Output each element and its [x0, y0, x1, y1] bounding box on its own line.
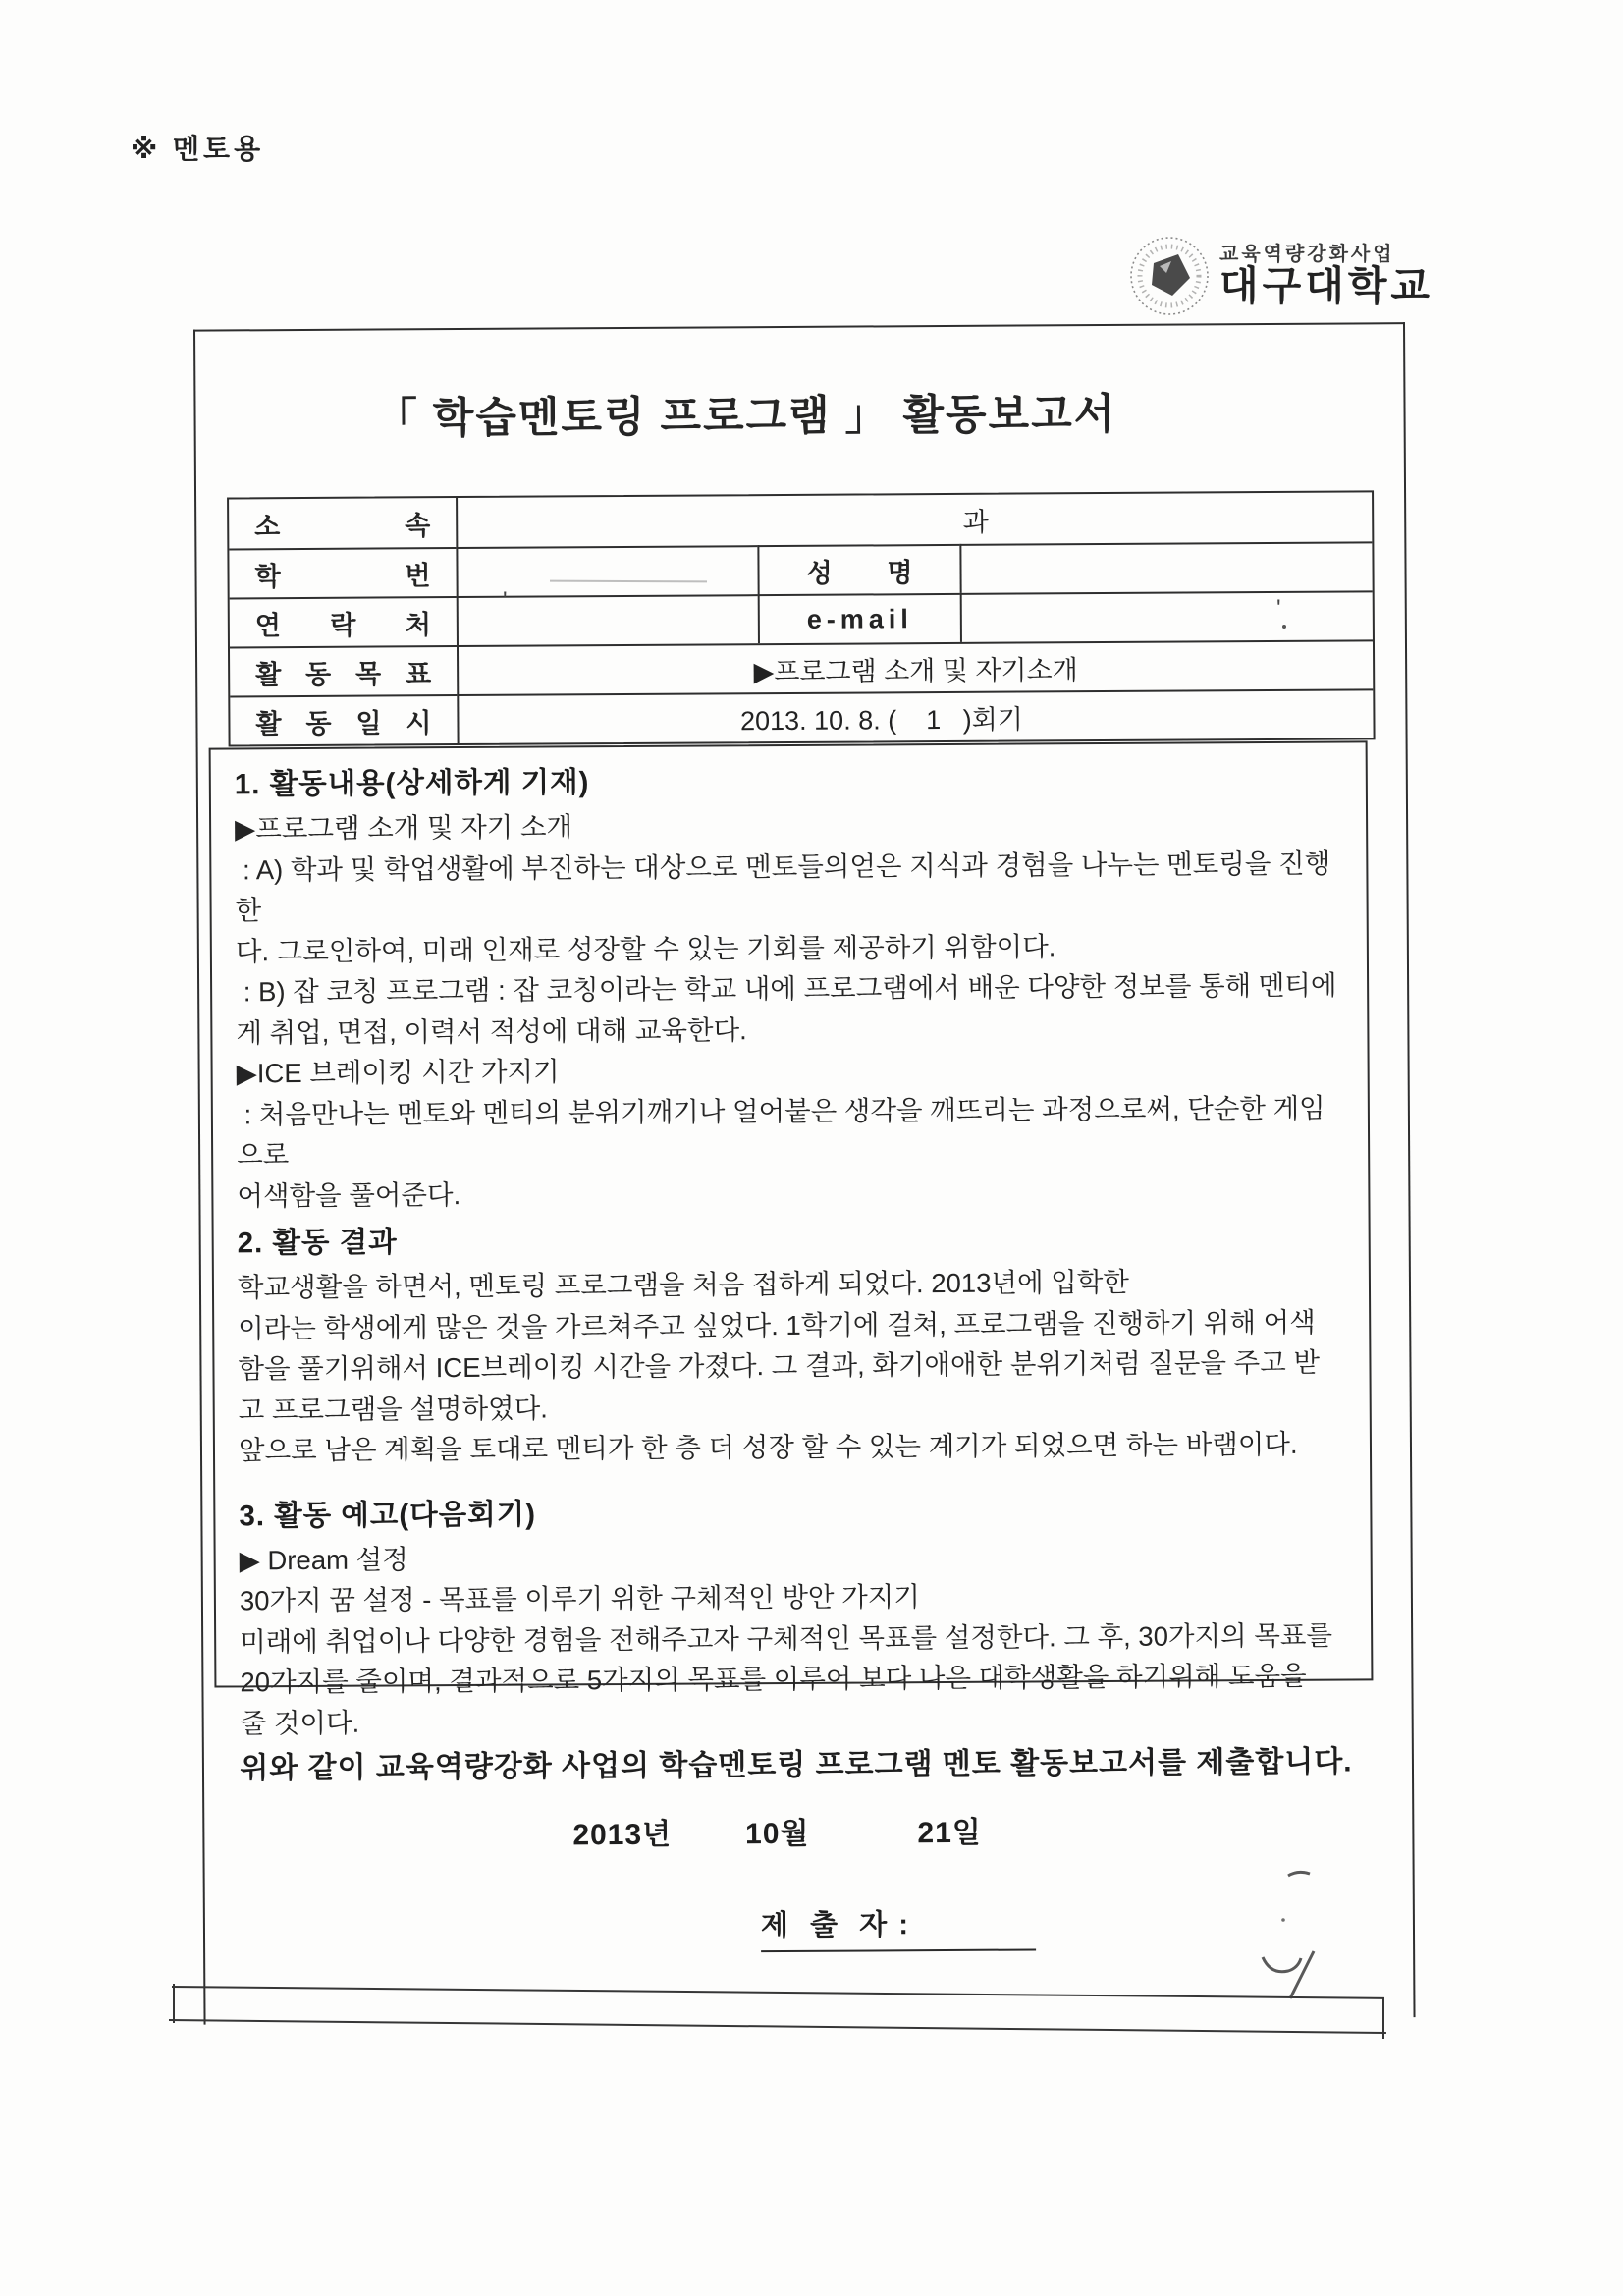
student-id-value-cell: [456, 545, 757, 596]
section-3-line: 미래에 취업이나 다양한 경험을 전해주고자 구체적인 목표를 설정한다. 그 후, 30가지의 목표를: [240, 1619, 1333, 1657]
info-table: [227, 490, 1376, 746]
section-activity-content: [235, 755, 1345, 1217]
section-1-heading: 1. 활동내용(상세하게 기재): [234, 766, 590, 801]
email-label-cell: e-mail: [758, 593, 960, 643]
section-2-heading: 2. 활동 결과: [237, 1226, 398, 1260]
section-1-line: ▶프로그램 소개 및 자기 소개: [235, 811, 573, 845]
section-activity-result: [238, 1214, 1347, 1471]
activity-date-label-cell: 활 동 일 시: [230, 694, 457, 744]
pen-tick-mark: ': [1276, 595, 1281, 622]
section-1-line: ▶ICE 브레이킹 시간 가지기: [236, 1056, 560, 1089]
mentor-copy-note: ※ 멘토용: [131, 134, 265, 164]
section-2-line: 함을 풀기위해서 ICE브레이킹 시간을 가졌다. 그 결과, 화기애애한 분위기처럼 질문을 주고 받: [238, 1346, 1321, 1385]
section-2-line: 학교생활을 하면서, 멘토링 프로그램을 처음 접하게 되었다. 2013년에 입학한: [237, 1266, 1130, 1303]
student-id-label-cell: 학 번: [229, 547, 456, 597]
bottom-right-corner-stub: [1382, 1997, 1384, 2039]
section-activity-preview: [239, 1486, 1348, 1743]
ink-dot: [1282, 625, 1286, 629]
affiliation-value-cell: 과: [456, 492, 1372, 547]
date-year: 2013년: [572, 1818, 673, 1852]
section-1-line: 게 취업, 면접, 이력서 적성에 대해 교육한다.: [236, 1013, 747, 1048]
section-3-line: ▶ Dream 설정: [239, 1543, 408, 1575]
university-logo: [1127, 234, 1434, 318]
section-3-line: 30가지 꿈 설정 - 목표를 이루기 위한 구체적인 방안 가지기: [239, 1581, 920, 1616]
date-month: 10월: [744, 1817, 810, 1851]
section-1-line: : A) 학과 및 학업생활에 부진하는 대상으로 멘토들의얻은 지식과 경험을 나누는 멘토링을 진행한: [235, 847, 1331, 926]
submitter-field: 제 출 자 :: [761, 1901, 1036, 1952]
activity-content-box: [209, 740, 1374, 1738]
submission-date: [572, 1808, 982, 1854]
section-1-line: 어색함을 풀어준다.: [237, 1178, 461, 1211]
university-seal-icon: [1127, 234, 1212, 318]
affiliation-label-cell: 소 속: [254, 510, 431, 541]
activity-goal-label-cell: 활 동 목 표: [230, 645, 457, 695]
name-value-cell: [959, 541, 1372, 593]
signature-scribble: [1259, 1859, 1331, 2006]
section-2-line: 이라는 학생에게 많은 것을 가르쳐주고 싶었다. 1학기에 걸쳐, 프로그램을 진행하기 위해 어색: [238, 1306, 1316, 1343]
section-2-line: 고 프로그램을 설명하였다.: [238, 1392, 548, 1425]
name-label-cell: 성 명: [757, 544, 959, 594]
page-title: 「 학습멘토링 프로그램 」 활동보고서: [374, 390, 1117, 443]
report-form-box: [193, 322, 1416, 2025]
section-3-heading: 3. 활동 예고(다음회기): [239, 1498, 537, 1532]
logo-university-name: 대구대학교: [1219, 262, 1434, 308]
bottom-border-line: [169, 2019, 1386, 2034]
contact-label-cell: 연 락 처: [230, 596, 457, 646]
bottom-left-corner-stub: [173, 1984, 175, 2023]
section-3-line: 줄 것이다.: [240, 1707, 360, 1738]
pen-tick-mark: ': [503, 587, 508, 614]
contact-value-cell: [457, 594, 758, 645]
section-1-line: : B) 잡 코칭 프로그램 : 잡 코칭이라는 학교 내에 프로그램에서 배운 다양한 정보를 통해 멘티에: [236, 969, 1337, 1008]
email-value-cell: [960, 590, 1373, 642]
activity-date-value-cell: 2013. 10. 8. ( 1 )회기: [457, 688, 1373, 743]
activity-goal-value-cell: ▶프로그램 소개 및 자기소개: [457, 639, 1373, 694]
section-2-line: 앞으로 남은 계획을 토대로 멘티가 한 층 더 성장 할 수 있는 계기가 되었으면 하는 바램이다.: [238, 1428, 1298, 1466]
section-3-line: 20가지를 줄이며, 결과적으로 5가지의 목표를 이루어 보다 나은 대학생활을 하기위해 도움을: [240, 1660, 1307, 1698]
section-1-line: : 처음만나는 멘토와 멘티의 분위기깨기나 얼어붙은 생각을 깨뜨리는 과정으로써, 단순한 게임으로: [236, 1092, 1325, 1171]
logo-program-name: 교육역량강화사업: [1219, 243, 1395, 265]
submission-statement: 위와 같이 교육역량강화 사업의 학습멘토링 프로그램 멘토 활동보고서를 제출합니다.: [240, 1745, 1353, 1785]
date-day: 21일: [917, 1816, 982, 1850]
section-1-line: 다. 그로인하여, 미래 인재로 성장할 수 있는 기회를 제공하기 위함이다.: [235, 930, 1056, 966]
